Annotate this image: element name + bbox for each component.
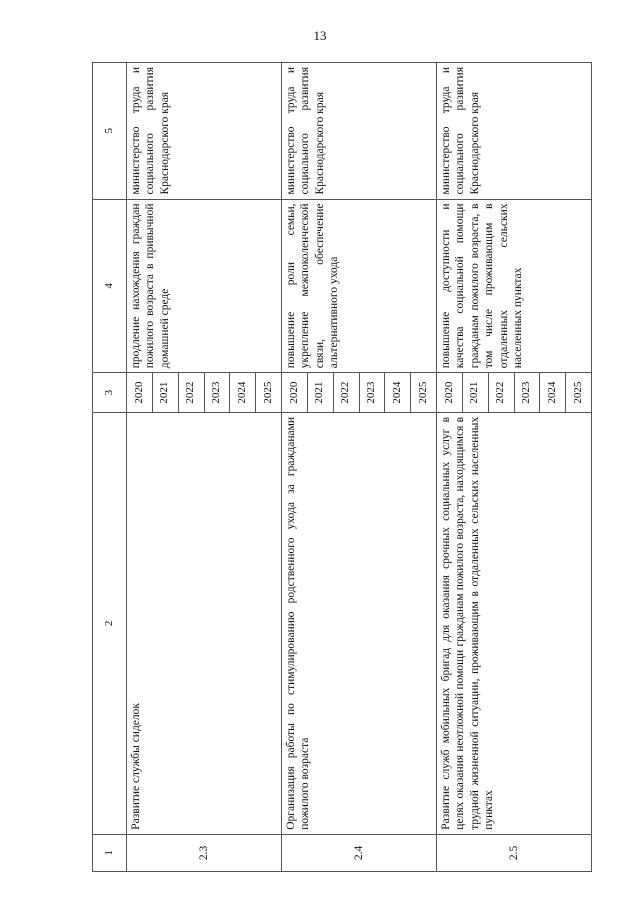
header-cell-2: 2 <box>93 412 127 834</box>
year-cell: 2024 <box>540 373 566 413</box>
rotated-table-stage <box>92 62 592 872</box>
year-cell: 2021 <box>307 373 333 413</box>
year-cell: 2021 <box>152 373 178 413</box>
year-cell: 2020 <box>127 373 153 413</box>
table-row <box>282 63 308 872</box>
expected-result: повышение доступности и качества социальной помощи гражданам пожилого возраста, в том числе проживающим в отдаленных сельских населенных пунктах <box>437 199 592 373</box>
year-cell: 2025 <box>566 373 592 413</box>
year-cell: 2024 <box>385 373 411 413</box>
table-row <box>437 63 463 872</box>
year-cell: 2025 <box>411 373 437 413</box>
year-cell: 2023 <box>204 373 230 413</box>
table-row <box>127 63 153 872</box>
measure-title: Развитие службы сиделок <box>127 412 282 834</box>
header-cell-3: 3 <box>93 373 127 413</box>
header-cell-1: 1 <box>93 834 127 871</box>
executor: министерство труда и социального развития Краснодарского края <box>437 63 592 200</box>
executor: министерство труда и социального развития Краснодарского края <box>127 63 282 200</box>
year-cell: 2022 <box>333 373 359 413</box>
page-number: 13 <box>313 28 327 43</box>
measure-title: Развитие служб мобильных бригад для оказания срочных социальных услуг в целях оказания неотложной помощи гражданам пожилого возраста, находящимся в трудной жизненной ситуации, проживающим в отдаленных сельских населенных пунктах <box>437 412 592 834</box>
header-row <box>93 63 127 872</box>
year-cell: 2022 <box>178 373 204 413</box>
year-cell: 2020 <box>437 373 463 413</box>
year-cell: 2024 <box>230 373 256 413</box>
year-cell: 2025 <box>256 373 282 413</box>
year-cell: 2020 <box>282 373 308 413</box>
year-cell: 2021 <box>462 373 488 413</box>
executor: министерство труда и социального развития Краснодарского края <box>282 63 437 200</box>
measure-title: Организация работы по стимулированию родственного ухода за гражданами пожилого возраста <box>282 412 437 834</box>
row-number: 2.5 <box>437 834 592 871</box>
expected-result: повышение роли семьи, укрепление межпоколенческой связи, обеспечение альтернативного ухода <box>282 199 437 373</box>
header-cell-5: 5 <box>93 63 127 200</box>
measures-table <box>92 62 592 872</box>
year-cell: 2022 <box>488 373 514 413</box>
expected-result: продление нахождения граждан пожилого возраста в привычной домашней среде <box>127 199 282 373</box>
row-number: 2.3 <box>127 834 282 871</box>
row-number: 2.4 <box>282 834 437 871</box>
header-cell-4: 4 <box>93 199 127 373</box>
year-cell: 2023 <box>359 373 385 413</box>
year-cell: 2023 <box>514 373 540 413</box>
